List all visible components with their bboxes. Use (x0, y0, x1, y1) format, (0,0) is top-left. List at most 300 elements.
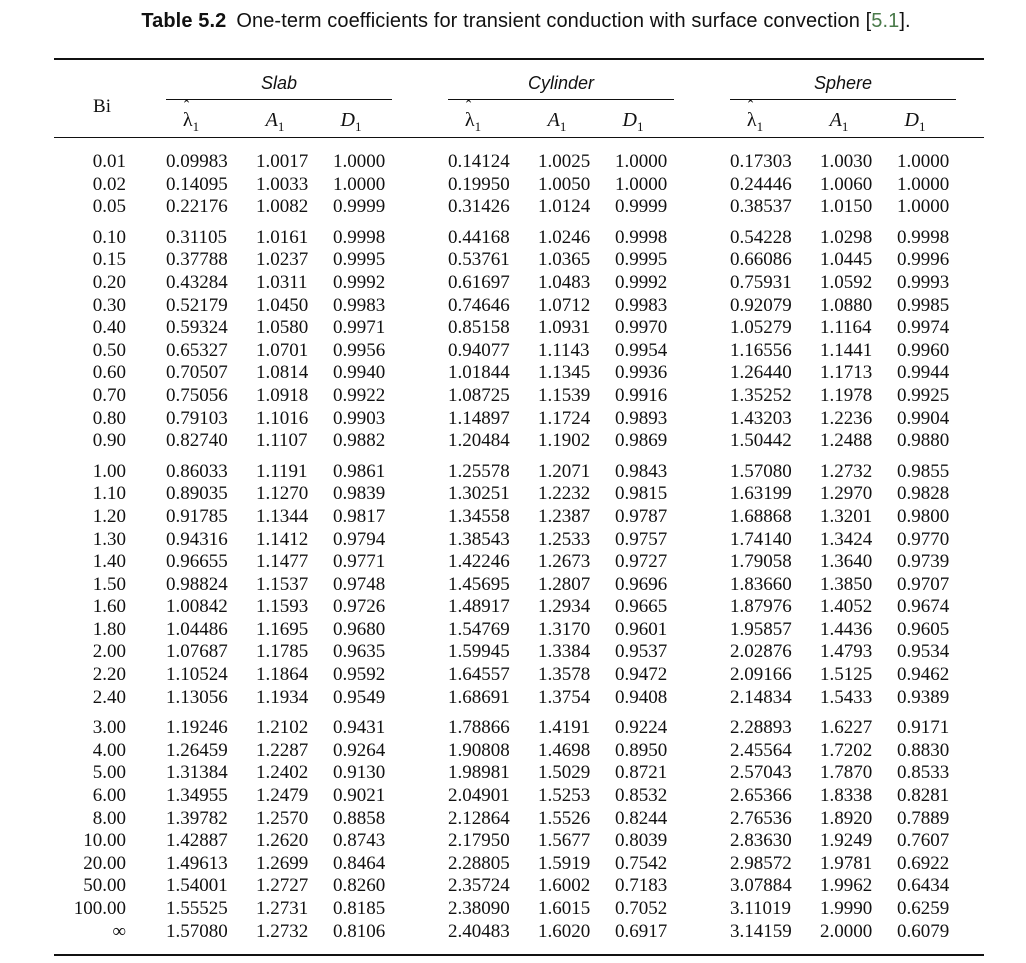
bi-header: Bi (93, 96, 111, 117)
cylinder-lambda-cell: 1.98981 (448, 762, 510, 784)
bi-cell: 5.00 (92, 762, 126, 784)
slab-lambda1-header (166, 109, 216, 135)
slab-a-cell: 1.2402 (256, 762, 309, 784)
slab-a-cell: 1.0814 (256, 362, 309, 384)
cylinder-a-cell: 1.6002 (538, 875, 591, 897)
table-row (0, 574, 1026, 597)
cylinder-lambda-cell: 2.17950 (448, 830, 510, 852)
sphere-d-cell: 0.7889 (897, 807, 950, 829)
sphere-a-cell: 1.7202 (820, 739, 873, 761)
bi-cell: 3.00 (92, 717, 126, 739)
cylinder-a-cell: 1.5526 (538, 807, 591, 829)
slab-d-cell: 0.9771 (333, 551, 386, 573)
bi-cell: 50.00 (83, 875, 126, 897)
sphere-a-cell: 2.0000 (820, 920, 873, 942)
table-row (0, 529, 1026, 552)
table-row (0, 506, 1026, 529)
sphere-a-cell: 1.8338 (820, 785, 873, 807)
sphere-d-cell: 0.8830 (897, 739, 950, 761)
sphere-d-cell: 0.9674 (897, 596, 950, 618)
table-row (0, 483, 1026, 506)
slab-lambda-cell: 1.13056 (166, 686, 228, 708)
cylinder-a-cell: 1.0712 (538, 294, 591, 316)
cylinder-d-cell: 0.9970 (615, 317, 668, 339)
slab-a-cell: 1.1107 (256, 430, 308, 452)
sphere-d-cell: 0.9389 (897, 686, 950, 708)
cylinder-d-cell: 0.9992 (615, 271, 668, 293)
slab-d-cell: 0.9956 (333, 339, 386, 361)
slab-a-cell: 1.1695 (256, 618, 309, 640)
cylinder-lambda-cell: 0.53761 (448, 249, 510, 271)
symbol: ˆ λ (747, 109, 757, 132)
slab-header: Slab (260, 73, 298, 93)
sphere-lambda-cell: 3.07884 (730, 875, 792, 897)
bi-cell: ∞ (112, 920, 126, 942)
sphere-a-cell: 1.3640 (820, 551, 873, 573)
slab-d-cell: 0.8858 (333, 807, 386, 829)
cylinder-lambda-cell: 1.59945 (448, 641, 510, 663)
cylinder-d-cell: 1.0000 (615, 151, 668, 172)
cylinder-d-cell: 0.9601 (615, 618, 668, 640)
slab-d-cell: 0.9130 (333, 762, 386, 784)
bi-cell: 2.40 (92, 686, 126, 708)
bi-cell: 10.00 (83, 830, 126, 852)
sphere-lambda-cell: 0.38537 (730, 196, 792, 218)
cylinder-lambda-cell: 1.30251 (448, 483, 510, 505)
sphere-lambda-cell: 1.43203 (730, 407, 792, 429)
sphere-d-cell: 0.9985 (897, 294, 950, 316)
sphere-a-cell: 1.2970 (820, 483, 873, 505)
cylinder-lambda-cell: 1.68691 (448, 686, 510, 708)
slab-lambda-cell: 0.37788 (166, 249, 228, 271)
slab-d-cell: 0.9748 (333, 573, 386, 595)
sphere-d-cell: 0.9944 (897, 362, 950, 384)
slab-lambda-cell: 1.55525 (166, 898, 228, 919)
sphere-lambda-cell: 1.57080 (730, 460, 792, 482)
slab-a-cell: 1.0311 (256, 271, 308, 293)
slab-a-cell: 1.0082 (256, 196, 309, 218)
cylinder-a-cell: 1.1345 (538, 362, 591, 384)
bi-cell: 1.40 (92, 551, 126, 573)
cylinder-d1-header (608, 109, 658, 135)
slab-a-cell: 1.0580 (256, 317, 309, 339)
slab-d-cell: 0.9999 (333, 196, 386, 218)
cylinder-d-cell: 0.9537 (615, 641, 668, 663)
slab-d-cell: 0.9021 (333, 785, 386, 807)
cylinder-a-cell: 1.1724 (538, 407, 591, 429)
slab-a-cell: 1.2102 (256, 717, 309, 739)
cylinder-d-cell: 0.9696 (615, 573, 668, 595)
slab-lambda-cell: 0.94316 (166, 528, 228, 550)
cylinder-d-cell: 0.7052 (615, 898, 668, 919)
sphere-d-cell: 0.9171 (897, 717, 950, 739)
sphere-a-cell: 1.8920 (820, 807, 873, 829)
table-row (0, 408, 1026, 431)
slab-a-cell: 1.1344 (256, 505, 309, 527)
slab-lambda-cell: 0.31105 (166, 226, 228, 248)
table-row (0, 151, 1026, 174)
cylinder-d-cell: 0.8244 (615, 807, 668, 829)
slab-d-cell: 1.0000 (333, 151, 386, 172)
cylinder-lambda-cell: 2.28805 (448, 852, 510, 874)
sphere-d-cell: 0.9534 (897, 641, 950, 663)
sphere-lambda-cell: 1.35252 (730, 384, 792, 406)
slab-lambda-cell: 0.89035 (166, 483, 228, 505)
table-row (0, 619, 1026, 642)
cylinder-d-cell: 0.9936 (615, 362, 668, 384)
sphere-d-cell: 0.6259 (897, 898, 950, 919)
bi-cell: 1.10 (92, 483, 126, 505)
slab-a-cell: 1.2727 (256, 875, 309, 897)
cylinder-lambda-cell: 2.40483 (448, 920, 510, 942)
table-row (0, 196, 1026, 219)
table-row (0, 687, 1026, 710)
cylinder-lambda-cell: 0.14124 (448, 151, 510, 172)
sphere-d-cell: 0.9605 (897, 618, 950, 640)
table-row (0, 641, 1026, 664)
cylinder-lambda-cell: 0.19950 (448, 173, 510, 195)
slab-d-cell: 0.8743 (333, 830, 386, 852)
table-row (0, 898, 1026, 921)
sphere-a-cell: 1.1164 (820, 317, 872, 339)
slab-a-cell: 1.1593 (256, 596, 309, 618)
symbol: A (547, 109, 560, 131)
cylinder-d-cell: 0.6917 (615, 920, 668, 942)
cylinder-lambda-cell: 1.45695 (448, 573, 510, 595)
slab-lambda-cell: 1.54001 (166, 875, 228, 897)
bi-cell: 1.60 (92, 596, 126, 618)
sphere-a-cell: 1.9249 (820, 830, 873, 852)
slab-d-cell: 0.9903 (333, 407, 386, 429)
sphere-d-cell: 0.9770 (897, 528, 950, 550)
table-row (0, 762, 1026, 785)
slab-a-cell: 1.2570 (256, 807, 309, 829)
slab-a1-header (250, 109, 300, 135)
slab-lambda-cell: 1.57080 (166, 920, 228, 942)
cylinder-d-cell: 0.9787 (615, 505, 668, 527)
cylinder-d-cell: 0.9727 (615, 551, 668, 573)
slab-d-cell: 1.0000 (333, 173, 386, 195)
slab-a-cell: 1.0017 (256, 151, 309, 172)
slab-lambda-cell: 1.26459 (166, 739, 228, 761)
sphere-lambda-cell: 1.83660 (730, 573, 792, 595)
table-row (0, 340, 1026, 363)
cylinder-a-cell: 1.6015 (538, 898, 591, 919)
slab-a-cell: 1.1785 (256, 641, 309, 663)
sphere-a-cell: 1.0150 (820, 196, 873, 218)
sphere-a-cell: 1.4793 (820, 641, 873, 663)
slab-d-cell: 0.9264 (333, 739, 386, 761)
slab-lambda-cell: 0.65327 (166, 339, 228, 361)
cylinder-a-cell: 1.3384 (538, 641, 591, 663)
slab-a-cell: 1.1537 (256, 573, 309, 595)
bi-cell: 1.20 (92, 505, 126, 527)
table-row (0, 717, 1026, 740)
slab-a-cell: 1.0450 (256, 294, 309, 316)
table-row (0, 174, 1026, 197)
sphere-lambda-cell: 2.83630 (730, 830, 792, 852)
sphere-lambda-cell: 2.65366 (730, 785, 792, 807)
sphere-d-cell: 0.9462 (897, 664, 950, 686)
cylinder-a-cell: 1.2673 (538, 551, 591, 573)
cylinder-a-cell: 1.0931 (538, 317, 591, 339)
cylinder-a-cell: 1.3754 (538, 686, 591, 708)
table-row (0, 596, 1026, 619)
cylinder-a-cell: 1.0050 (538, 173, 591, 195)
sphere-lambda1-header (730, 109, 780, 135)
symbol: ˆ λ (465, 109, 475, 132)
cylinder-lambda-cell: 1.42246 (448, 551, 510, 573)
table-row (0, 272, 1026, 295)
table-row (0, 808, 1026, 831)
cylinder-lambda-cell: 0.31426 (448, 196, 510, 218)
table-row (0, 430, 1026, 453)
slab-lambda-cell: 0.86033 (166, 460, 228, 482)
slab-lambda-cell: 0.96655 (166, 551, 228, 573)
sphere-lambda-cell: 1.63199 (730, 483, 792, 505)
cylinder-d-cell: 0.9983 (615, 294, 668, 316)
sphere-d-cell: 0.9739 (897, 551, 950, 573)
slab-a-cell: 1.1934 (256, 686, 309, 708)
slab-d-cell: 0.9971 (333, 317, 386, 339)
cylinder-a-cell: 1.0483 (538, 271, 591, 293)
table-row (0, 664, 1026, 687)
slab-lambda-cell: 0.52179 (166, 294, 228, 316)
cylinder-d-cell: 0.9815 (615, 483, 668, 505)
slab-a-cell: 1.2699 (256, 852, 309, 874)
cylinder-d-cell: 0.9954 (615, 339, 668, 361)
table-row (0, 362, 1026, 385)
slab-a-cell: 1.0701 (256, 339, 309, 361)
cylinder-d-cell: 0.9472 (615, 664, 668, 686)
sphere-lambda-cell: 1.68868 (730, 505, 792, 527)
sphere-d-cell: 0.9880 (897, 430, 950, 452)
cylinder-header: Cylinder (527, 73, 595, 93)
slab-lambda-cell: 1.39782 (166, 807, 228, 829)
sphere-a-cell: 1.5125 (820, 664, 873, 686)
cylinder-lambda1-header (448, 109, 498, 135)
cylinder-a-cell: 1.1902 (538, 430, 591, 452)
slab-a-cell: 1.0033 (256, 173, 309, 195)
cylinder-d-cell: 0.8532 (615, 785, 668, 807)
slab-lambda-cell: 0.82740 (166, 430, 228, 452)
sphere-d-cell: 0.9998 (897, 226, 950, 248)
bottom-rule (54, 954, 984, 956)
table-row (0, 385, 1026, 408)
cylinder-d-cell: 0.9757 (615, 528, 668, 550)
slab-a-cell: 1.1016 (256, 407, 309, 429)
sphere-lambda-cell: 1.87976 (730, 596, 792, 618)
sphere-d-cell: 0.9960 (897, 339, 950, 361)
bi-cell: 1.50 (92, 573, 126, 595)
table-row (0, 853, 1026, 876)
row-group (0, 461, 1026, 710)
cylinder-d-cell: 1.0000 (615, 173, 668, 195)
table-caption (0, 10, 1026, 33)
sphere-a-cell: 1.2732 (820, 460, 873, 482)
bi-cell: 0.02 (92, 173, 126, 195)
bi-cell: 0.20 (92, 271, 126, 293)
cylinder-a1-header (532, 109, 582, 135)
cylinder-a-cell: 1.5029 (538, 762, 591, 784)
cylinder-d-cell: 0.9995 (615, 249, 668, 271)
cylinder-lambda-cell: 2.38090 (448, 898, 510, 919)
sphere-lambda-cell: 1.50442 (730, 430, 792, 452)
slab-lambda-cell: 0.75056 (166, 384, 228, 406)
cylinder-a-cell: 1.2807 (538, 573, 591, 595)
cylinder-a-cell: 1.0124 (538, 196, 591, 218)
sphere-lambda-cell: 2.28893 (730, 717, 792, 739)
subscript: 1 (559, 119, 567, 134)
sphere-a-cell: 1.0592 (820, 271, 873, 293)
bi-cell: 0.05 (92, 196, 126, 218)
cylinder-lambda-cell: 1.14897 (448, 407, 510, 429)
cylinder-a-cell: 1.3578 (538, 664, 591, 686)
sphere-d-cell: 0.9974 (897, 317, 950, 339)
slab-d-cell: 0.8464 (333, 852, 386, 874)
sphere-a-cell: 1.6227 (820, 717, 873, 739)
table-row (0, 830, 1026, 853)
cylinder-lambda-cell: 1.20484 (448, 430, 510, 452)
sphere-d-cell: 0.9925 (897, 384, 950, 406)
sphere-header: Sphere (813, 73, 873, 93)
sphere-d-cell: 0.9996 (897, 249, 950, 271)
cylinder-d-cell: 0.9998 (615, 226, 668, 248)
slab-a-cell: 1.2287 (256, 739, 309, 761)
symbol: A (265, 109, 278, 131)
bi-cell: 0.10 (92, 226, 126, 248)
sphere-a-cell: 1.3201 (820, 505, 873, 527)
slab-a-cell: 1.1864 (256, 664, 309, 686)
row-group (0, 717, 1026, 943)
cylinder-a-cell: 1.1539 (538, 384, 591, 406)
cylinder-d-cell: 0.8950 (615, 739, 668, 761)
symbol: D (904, 109, 919, 131)
sphere-lambda-cell: 1.95857 (730, 618, 792, 640)
symbol: D (622, 109, 637, 131)
sphere-lambda-cell: 1.05279 (730, 317, 792, 339)
sphere-d-cell: 0.9828 (897, 483, 950, 505)
sphere-a-cell: 1.0030 (820, 151, 873, 172)
bi-cell: 0.90 (92, 430, 126, 452)
slab-d-cell: 0.9992 (333, 271, 386, 293)
cylinder-a-cell: 1.2232 (538, 483, 591, 505)
slab-d-cell: 0.9817 (333, 505, 386, 527)
bi-cell: 0.80 (92, 407, 126, 429)
sphere-a-cell: 1.1713 (820, 362, 873, 384)
slab-d-cell: 0.9839 (333, 483, 386, 505)
table-row (0, 740, 1026, 763)
slab-lambda-cell: 0.14095 (166, 173, 228, 195)
sphere-lambda-cell: 1.16556 (730, 339, 792, 361)
cylinder-a-cell: 1.5919 (538, 852, 591, 874)
bi-cell: 2.20 (92, 664, 126, 686)
cylinder-lambda-cell: 1.48917 (448, 596, 510, 618)
cylinder-a-cell: 1.2934 (538, 596, 591, 618)
sphere-a-cell: 1.1441 (820, 339, 873, 361)
slab-d-cell: 0.8260 (333, 875, 386, 897)
slab-d-cell: 0.9861 (333, 460, 386, 482)
slab-lambda-cell: 1.49613 (166, 852, 228, 874)
cylinder-lambda-cell: 1.38543 (448, 528, 510, 550)
sphere-lambda-cell: 2.76536 (730, 807, 792, 829)
sphere-d-cell: 0.7607 (897, 830, 950, 852)
sphere-lambda-cell: 1.26440 (730, 362, 792, 384)
symbol: D (340, 109, 355, 131)
sphere-lambda-cell: 0.54228 (730, 226, 792, 248)
sphere-a-cell: 1.3850 (820, 573, 873, 595)
slab-lambda-cell: 0.09983 (166, 151, 228, 172)
citation-link[interactable]: 5.1 (871, 10, 900, 32)
sphere-a-cell: 1.0445 (820, 249, 873, 271)
sphere-lambda-cell: 2.14834 (730, 686, 792, 708)
slab-d-cell: 0.9998 (333, 226, 386, 248)
slab-lambda-cell: 0.79103 (166, 407, 228, 429)
cylinder-lambda-cell: 2.35724 (448, 875, 510, 897)
table-row (0, 295, 1026, 318)
cylinder-d-cell: 0.9224 (615, 717, 668, 739)
slab-a-cell: 1.2620 (256, 830, 309, 852)
slab-a-cell: 1.0161 (256, 226, 309, 248)
cylinder-d-cell: 0.9843 (615, 460, 668, 482)
table-row (0, 227, 1026, 250)
sphere-d-cell: 0.9855 (897, 460, 950, 482)
sphere-d-cell: 1.0000 (897, 173, 950, 195)
slab-lambda-cell: 0.91785 (166, 505, 228, 527)
header-rule (54, 137, 984, 138)
sphere-lambda-cell: 0.24446 (730, 173, 792, 195)
slab-lambda-cell: 1.19246 (166, 717, 228, 739)
sphere-underline (730, 99, 956, 100)
sphere-lambda-cell: 2.09166 (730, 664, 792, 686)
bi-cell: 6.00 (92, 785, 126, 807)
slab-underline (166, 99, 392, 100)
bi-cell: 20.00 (83, 852, 126, 874)
table-row (0, 249, 1026, 272)
subscript: 1 (277, 119, 285, 134)
cylinder-a-cell: 1.0025 (538, 151, 591, 172)
cylinder-d-cell: 0.7183 (615, 875, 668, 897)
sphere-a-cell: 1.9781 (820, 852, 873, 874)
slab-d-cell: 0.9726 (333, 596, 386, 618)
bi-cell: 0.50 (92, 339, 126, 361)
cylinder-lambda-cell: 1.25578 (448, 460, 510, 482)
sphere-a-cell: 1.2236 (820, 407, 873, 429)
symbol: ˆ λ (183, 109, 193, 132)
cylinder-lambda-cell: 1.54769 (448, 618, 510, 640)
sphere-d-cell: 0.6434 (897, 875, 950, 897)
sphere-lambda-cell: 0.75931 (730, 271, 792, 293)
sphere-lambda-cell: 2.45564 (730, 739, 792, 761)
bi-cell: 0.40 (92, 317, 126, 339)
cylinder-lambda-cell: 1.08725 (448, 384, 510, 406)
sphere-lambda-cell: 2.57043 (730, 762, 792, 784)
cylinder-lambda-cell: 1.01844 (448, 362, 510, 384)
slab-d-cell: 0.9592 (333, 664, 386, 686)
slab-lambda-cell: 1.10524 (166, 664, 228, 686)
cylinder-a-cell: 1.2071 (538, 460, 591, 482)
sphere-d-cell: 0.9993 (897, 271, 950, 293)
slab-d-cell: 0.9794 (333, 528, 386, 550)
row-group (0, 227, 1026, 453)
sphere-a-cell: 1.9990 (820, 898, 873, 919)
slab-lambda-cell: 0.98824 (166, 573, 228, 595)
cylinder-a-cell: 1.3170 (538, 618, 591, 640)
slab-a-cell: 1.0237 (256, 249, 309, 271)
table-body (0, 151, 1026, 951)
slab-a-cell: 1.2732 (256, 920, 309, 942)
sphere-lambda-cell: 1.74140 (730, 528, 792, 550)
